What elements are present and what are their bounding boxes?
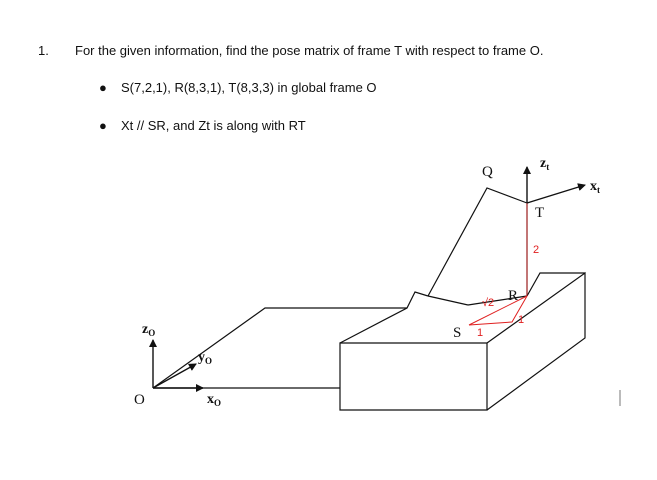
frame-t-axes xyxy=(527,167,585,203)
xt-label xyxy=(590,179,600,195)
xo-main: x xyxy=(207,392,214,407)
zt-label xyxy=(540,156,549,172)
xt-main: x xyxy=(590,179,597,194)
zo-label xyxy=(142,322,155,338)
xo-sub: O xyxy=(214,398,222,408)
yo-sub: O xyxy=(205,356,213,366)
point-label-q: Q xyxy=(482,164,493,180)
zt-sub: t xyxy=(546,162,550,172)
point-label-s: S xyxy=(453,325,462,341)
dx-length-label: 1 xyxy=(477,327,484,339)
zo-sub: O xyxy=(148,328,156,338)
frame-o-axes xyxy=(153,340,203,388)
bullet-text: S(7,2,1), R(8,3,1), T(8,3,3) in global frame O xyxy=(121,80,377,95)
xt-arrow-icon xyxy=(527,185,585,203)
yo-arrow-icon xyxy=(153,364,196,388)
raised-block xyxy=(340,273,585,410)
dy-length-label: 1 xyxy=(518,314,525,326)
sr-length-label: √2 xyxy=(482,297,495,309)
point-label-r: R xyxy=(508,288,519,304)
question-number: 1. xyxy=(38,43,49,58)
measure-lines xyxy=(469,203,527,325)
xt-sub: t xyxy=(597,185,600,195)
yo-label xyxy=(198,350,212,366)
xo-label xyxy=(207,392,221,408)
bullet-text: Xt // SR, and Zt is along with RT xyxy=(121,118,306,133)
yo-main: y xyxy=(198,350,205,365)
point-label-o: O xyxy=(134,392,145,408)
point-label-t: T xyxy=(535,205,545,221)
bullet-dot-icon: ● xyxy=(99,80,107,95)
bullet-dot-icon: ● xyxy=(99,118,107,133)
zo-main: z xyxy=(142,322,149,337)
question-text: For the given information, find the pose matrix of frame T with respect to frame O. xyxy=(75,43,544,58)
zt-main: z xyxy=(540,156,547,171)
rt-length-label: 2 xyxy=(533,244,540,256)
ground-plate xyxy=(153,308,407,388)
